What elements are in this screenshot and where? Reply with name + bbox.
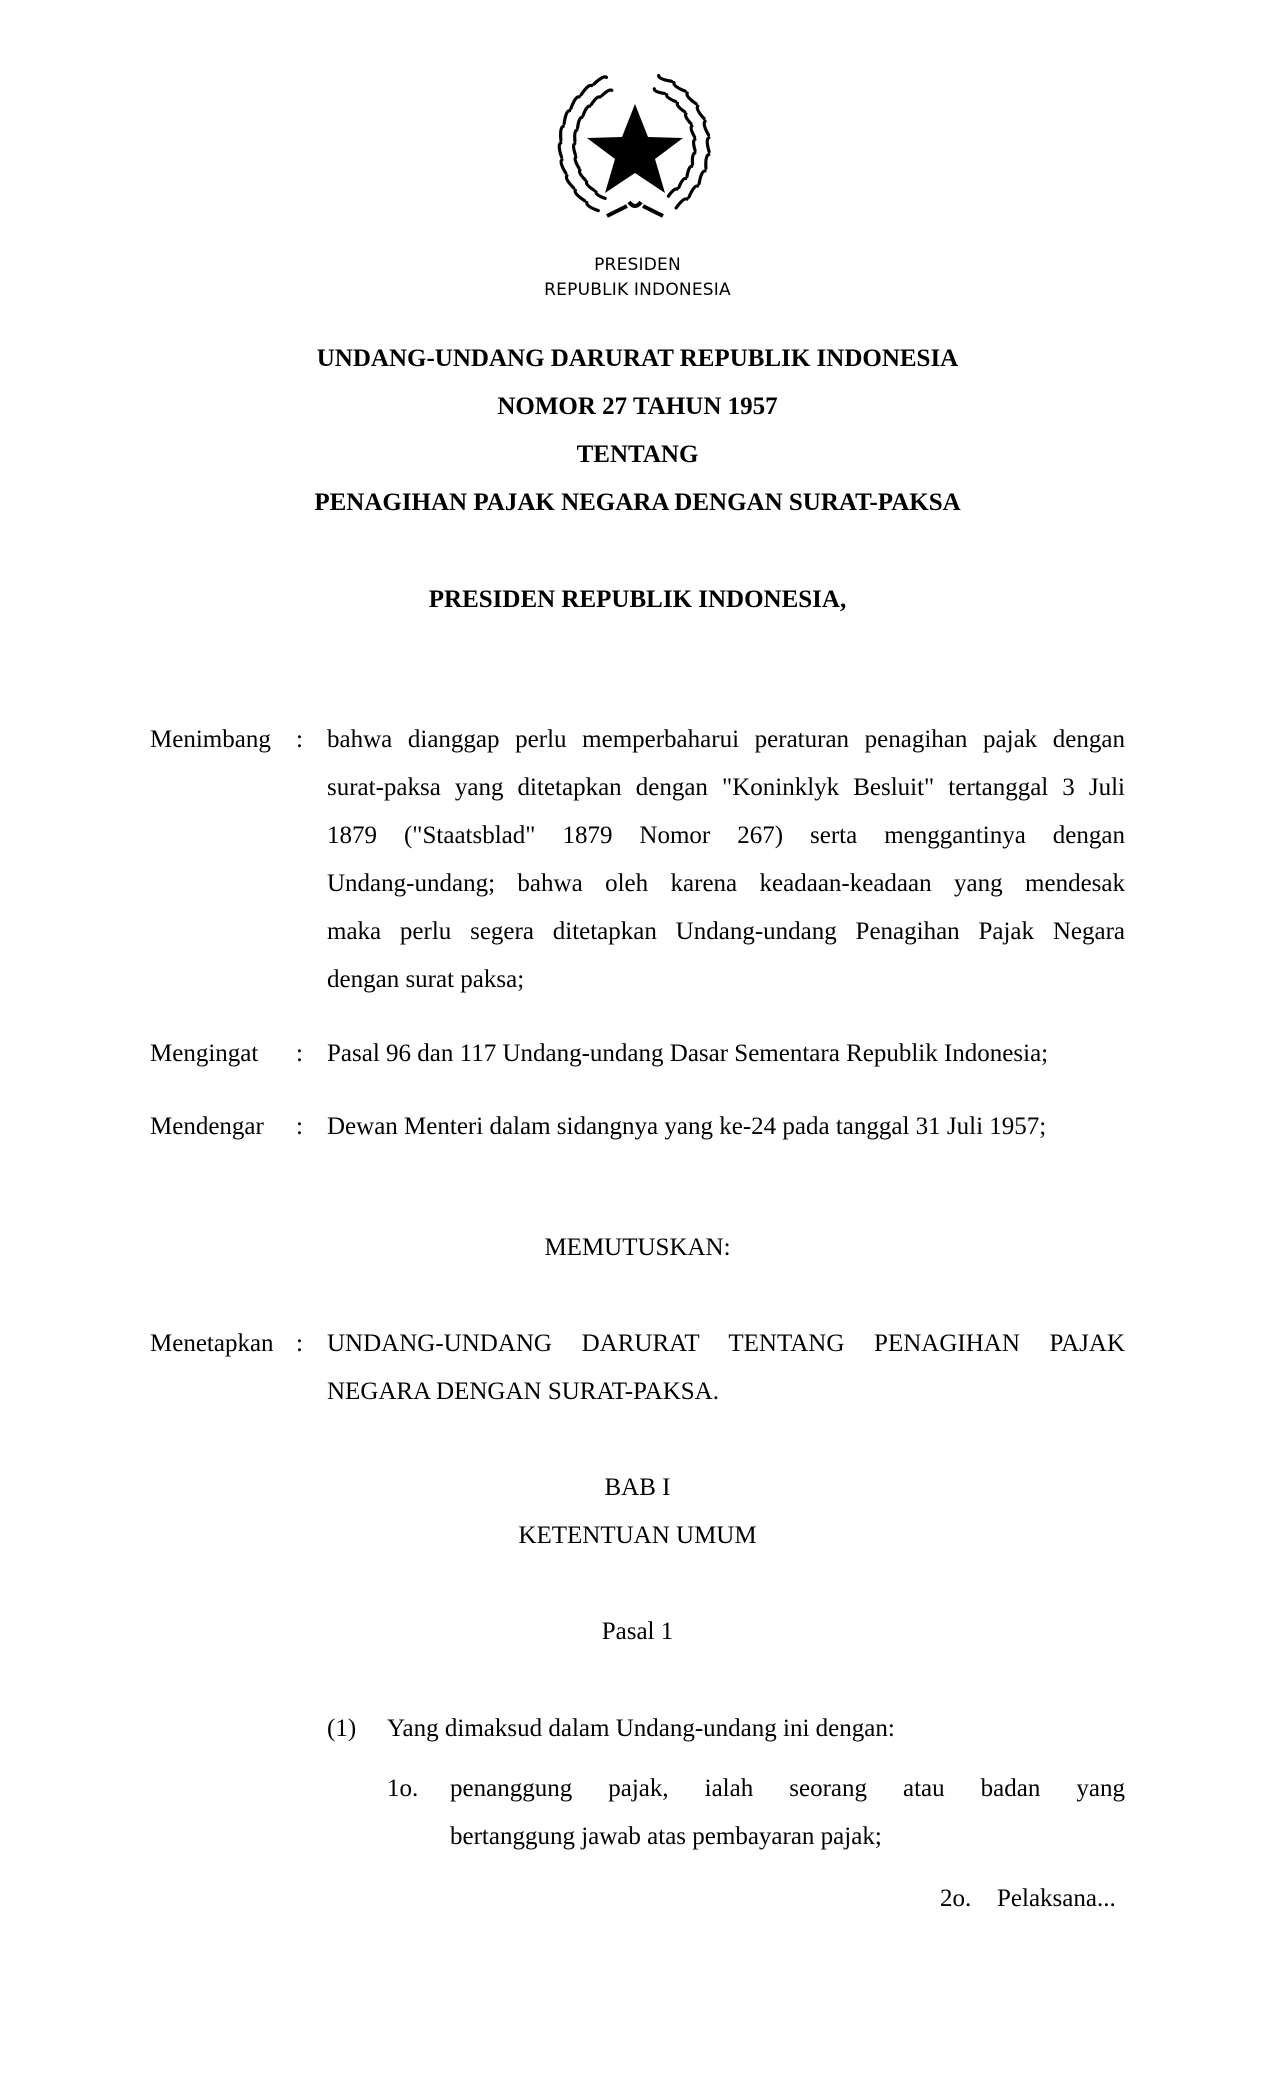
- wreath-leaf: [694, 139, 696, 150]
- item-number: 1o.: [387, 1775, 419, 1802]
- wreath-leaf: [679, 178, 686, 187]
- wreath-leaf: [583, 106, 590, 115]
- wreath-leaf: [578, 117, 582, 127]
- wreath-leaf: [707, 138, 709, 152]
- title-line-4: PENAGIHAN PAJAK NEGARA DENGAN SURAT-PAKSA: [314, 489, 961, 516]
- wreath-leaf: [575, 130, 577, 141]
- wreath-leaf: [602, 90, 612, 96]
- wreath-leaf: [699, 171, 705, 184]
- pasal-title: Pasal 1: [601, 1618, 674, 1645]
- wreath-leaf: [674, 83, 685, 91]
- menimbang-colon: :: [296, 726, 303, 753]
- menimbang-line: 1879 ("Staatsblad" 1879 Nomor 267) serta menggantinya dengan: [327, 822, 1125, 849]
- star-icon: [587, 104, 683, 193]
- wreath-leaf: [706, 155, 709, 169]
- continuation-number: 2o.: [940, 1885, 972, 1912]
- title-line-3: TENTANG: [576, 441, 699, 468]
- menetapkan-label: Menetapkan: [150, 1330, 274, 1357]
- wreath-leaf: [574, 144, 576, 155]
- wreath-leaf: [668, 189, 677, 196]
- wreath-leaf: [594, 77, 606, 84]
- continuation-catchword: Pelaksana...: [997, 1885, 1116, 1912]
- menimbang-line: surat-paksa yang ditetapkan dengan "Koninklyk Besluit" tertanggal 3 Juli: [327, 774, 1125, 801]
- wreath-leaf: [704, 121, 708, 135]
- issuer: PRESIDEN REPUBLIK INDONESIA,: [428, 586, 847, 613]
- mendengar-label: Mendengar: [150, 1113, 264, 1140]
- wreath-leaf: [591, 97, 599, 105]
- bab-title: KETENTUAN UMUM: [518, 1522, 757, 1549]
- bab-number: BAB I: [604, 1474, 671, 1501]
- wreath-leaf: [581, 85, 592, 94]
- wreath-leaf: [654, 89, 664, 94]
- wreath-leaf: [579, 170, 585, 180]
- wreath-leaf: [685, 114, 691, 124]
- wreath-leaf: [687, 93, 696, 104]
- menimbang-line: dengan surat paksa;: [327, 966, 525, 993]
- mendengar-colon: :: [296, 1113, 303, 1140]
- mendengar-text: Dewan Menteri dalam sidangnya yang ke-24 pada tanggal 31 Juli 1957;: [327, 1113, 1047, 1140]
- wreath-leaf: [692, 153, 694, 164]
- wreath-leaf: [571, 97, 579, 108]
- menimbang-line: Undang-undang; bahwa oleh karena keadaan-keadaan yang mendesak: [327, 870, 1125, 897]
- menimbang-line: maka perlu segera ditetapkan Undang-undang Penagihan Pajak Negara: [327, 918, 1125, 945]
- wreath-leaf: [697, 106, 704, 118]
- wreath-leaf: [596, 192, 605, 198]
- title-line-2: NOMOR 27 TAHUN 1957: [497, 393, 778, 420]
- menimbang-label: Menimbang: [150, 726, 271, 753]
- menimbang-line: bahwa dianggap perlu memperbaharui peraturan penagihan pajak dengan: [327, 726, 1125, 753]
- emblem-logo: [555, 66, 715, 230]
- wreath-leaf: [564, 111, 569, 124]
- wreath-leaf: [559, 143, 561, 157]
- mengingat-label: Mengingat: [150, 1040, 259, 1067]
- wreath-leaf: [691, 126, 694, 137]
- memutuskan-heading: MEMUTUSKAN:: [544, 1234, 731, 1261]
- menetapkan-line: NEGARA DENGAN SURAT-PAKSA.: [327, 1378, 719, 1405]
- wreath-leaf: [575, 157, 579, 168]
- item-line: bertanggung jawab atas pembayaran pajak;: [450, 1823, 882, 1850]
- wreath-leaf: [676, 199, 687, 208]
- title-line-1: UNDANG-UNDANG DARURAT REPUBLIK INDONESIA: [316, 345, 959, 372]
- emblem-caption-presiden: PRESIDEN: [594, 255, 681, 275]
- wreath-leaf: [561, 160, 566, 173]
- wreath-leaf: [667, 95, 676, 102]
- ayat-text: Yang dimaksud dalam Undang-undang ini dengan:: [387, 1715, 895, 1742]
- menetapkan-colon: :: [296, 1330, 303, 1357]
- mengingat-colon: :: [296, 1040, 303, 1067]
- wreath-leaf: [575, 190, 585, 200]
- wreath-leaf: [587, 203, 599, 211]
- wreath-leaf: [586, 182, 594, 190]
- mengingat-text: Pasal 96 dan 117 Undang-undang Dasar Sementara Republik Indonesia;: [327, 1040, 1049, 1067]
- wreath-leaf: [677, 103, 684, 112]
- wreath-leaf: [687, 166, 692, 176]
- item-line: penanggung pajak, ialah seorang atau badan yang: [450, 1775, 1125, 1802]
- wreath-leaf: [561, 126, 564, 140]
- menetapkan-line: UNDANG-UNDANG DARURAT TENTANG PENAGIHAN PAJAK: [327, 1330, 1125, 1357]
- wreath-leaf: [659, 76, 672, 82]
- wreath-leaf: [689, 186, 698, 197]
- ribbon-icon: [607, 202, 663, 216]
- emblem-caption-republik: REPUBLIK INDONESIA: [544, 280, 731, 300]
- ayat-number: (1): [327, 1715, 357, 1742]
- wreath-leaf: [566, 176, 573, 188]
